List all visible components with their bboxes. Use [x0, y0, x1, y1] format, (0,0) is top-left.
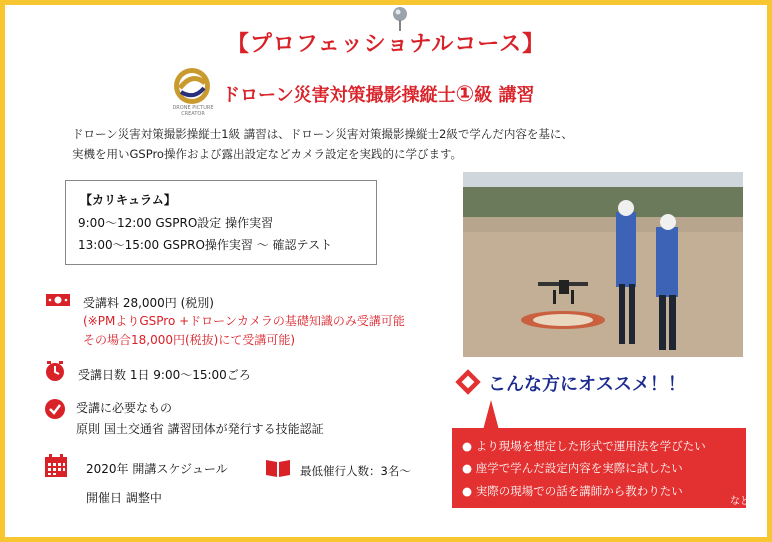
recommend-item: ● 実際の現場での話を講師から教わりたい — [462, 484, 683, 498]
schedule-title: 2020年 開講スケジュール — [86, 462, 228, 476]
course-description — [72, 124, 573, 164]
requirements-text: 原則 国土交通省 講習団体が発行する技能認証 — [76, 422, 324, 436]
recommend-item-text: 座学で学んだ設定内容を実際に試したい — [475, 461, 683, 475]
subtitle-suffix: 級 講習 — [474, 85, 535, 106]
curriculum-title: 【カリキュラム】 — [80, 193, 176, 207]
callout-pointer — [483, 400, 499, 430]
course-subtitle — [222, 81, 535, 107]
min-participants: 最低催行人数：3名〜 — [300, 464, 411, 478]
recommend-item-text: 実際の現場での話を講師から教わりたい — [475, 484, 683, 498]
recommend-item: ● より現場を想定した形式で運用法を学びたい — [462, 439, 706, 453]
drone-picture-creator-logo — [172, 66, 212, 106]
course-title: 【プロフェッショナルコース】 — [226, 32, 546, 57]
curriculum-line: 13:00〜15:00 GSPRO操作実習 〜 確認テスト — [78, 238, 333, 252]
fee-note-line1: (※PMよりGSPro +ドローンカメラの基礎知識のみ受講可能 — [83, 314, 405, 328]
fee-text: 受講料 28,000円 (税別) — [83, 296, 214, 310]
recommend-heading: こんな方にオススメ！！ — [488, 374, 686, 395]
clock-icon — [44, 360, 66, 382]
curriculum-line: 9:00〜12:00 GSPRO設定 操作実習 — [78, 216, 274, 230]
recommend-suffix: など — [730, 496, 750, 507]
schedule-date: 開催日 調整中 — [86, 491, 162, 505]
check-circle-icon — [44, 398, 66, 420]
description-line: ドローン災害対策撮影操縦士1級 講習は、ドローン災害対策撮影操縦士2級で学んだ内容を基に、 — [72, 127, 573, 141]
recommend-item: ● 座学で学んだ設定内容を実際に試したい — [462, 461, 683, 475]
requirements-title: 受講に必要なもの — [76, 401, 173, 415]
recommend-item-text: より現場を想定した形式で運用法を学びたい — [475, 439, 706, 453]
logo-text: DRONE PICTURE CREATOR — [172, 105, 214, 117]
money-icon — [45, 292, 71, 308]
days-text: 受講日数 1日 9:00〜15:00ごろ — [78, 368, 251, 382]
subtitle-prefix: ドローン災害対策撮影操縦士 — [222, 85, 456, 106]
subtitle-level: ① — [455, 82, 475, 107]
fee-note-line2: その場合18,000円(税抜)にて受講可能) — [83, 333, 296, 347]
diamond-icon — [455, 369, 481, 395]
calendar-icon — [44, 454, 68, 478]
book-icon — [265, 458, 291, 478]
drone-training-photo — [463, 172, 743, 357]
description-line: 実機を用いGSPro操作および露出設定などカメラ設定を実践的に学びます。 — [72, 147, 463, 161]
